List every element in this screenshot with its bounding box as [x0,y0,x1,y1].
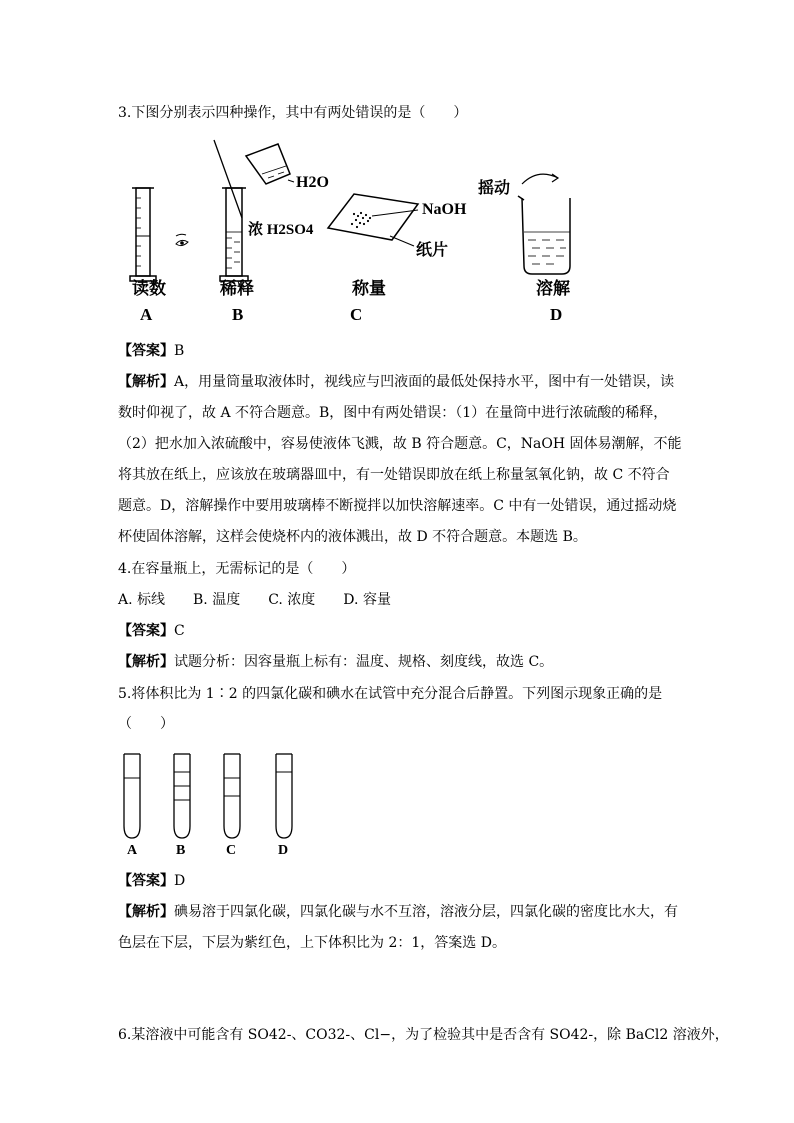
question-6-text: 6.某溶液中可能含有 SO42-、CO32-、Cl−，为了检验其中是否含有 SO42-，除 BaCl2 溶液外， [118,1027,729,1043]
analysis-tag: 【解析】 [118,654,174,670]
lab-operations-figure [118,136,598,326]
tube-label-d: D [278,843,289,858]
answer-tag: 【答案】 [118,623,174,639]
question-5-text: 5.将体积比为 1∶2 的四氯化碳和碘水在试管中充分混合后静置。下列图示现象正确的是 [118,686,663,702]
dissolving-icon [478,174,570,274]
test-tube-d-icon [276,754,292,838]
q3-analysis-line-1: 【解析】A，用量筒量取液体时，视线应与凹液面的最低处保持水平，图中有一处错误，读 [118,374,675,390]
q3-analysis-line-4: 将其放在纸上，应该放在玻璃器皿中，有一处错误即放在纸上称量氢氧化钠，故 C 不符合 [118,467,670,483]
question-4-text: 4.在容量瓶上，无需标记的是（ ） [118,561,356,577]
q5-analysis-line-1: 【解析】碘易溶于四氯化碳，四氯化碳与水不互溶，溶液分层，四氯化碳的密度比水大，有 [118,904,678,920]
answer-value: B [174,343,185,359]
tube-label-b: B [176,843,186,858]
test-tube-c-icon [224,754,240,838]
acid-label: 浓 H2SO4 [248,222,314,238]
letter-b: B [232,305,244,324]
analysis-tag: 【解析】 [118,374,174,390]
test-tube-b-icon [174,754,190,838]
tube-label-a: A [127,843,138,858]
q5-answer [118,871,185,891]
q4-analysis: 【解析】试题分析：因容量瓶上标有：温度、规格、刻度线，故选 C。 [118,654,554,670]
shake-label: 摇动 [478,178,511,197]
water-label: H2O [296,174,329,191]
question-5-text-cont: （ ） [118,716,174,732]
q3-analysis-line-3: （2）把水加入浓硫酸中，容易使液体飞溅，故 B 符合题意。C，NaOH 固体易潮解，不能 [118,436,682,452]
weighing-icon [328,194,467,259]
q4-answer [118,621,185,641]
op-label-a: 读数 [132,279,166,299]
answer-value: D [174,873,186,889]
q3-answer [118,341,184,361]
test-tubes-figure [118,748,318,863]
question-3-text: 3.下图分别表示四种操作，其中有两处错误的是（ ） [118,105,468,121]
q3-analysis-line-2: 数时仰视了，故 A 不符合题意。B，图中有两处错误：（1）在量筒中进行浓硫酸的稀释， [118,405,668,421]
answer-tag: 【答案】 [118,343,174,359]
letter-c: C [350,305,363,324]
op-label-d: 溶解 [536,279,570,299]
answer-tag: 【答案】 [118,873,174,889]
naoh-label: NaOH [422,201,467,218]
op-label-b: 稀释 [220,279,254,299]
cylinder-reading-icon [130,188,188,281]
tube-label-c: C [226,843,237,858]
dilution-icon [214,140,329,281]
letter-d: D [550,305,563,324]
analysis-tag: 【解析】 [118,904,174,920]
q5-analysis-line-2: 色层在下层，下层为紫红色，上下体积比为 2：1，答案选 D。 [118,935,506,951]
answer-value: C [174,623,185,639]
paper-label: 纸片 [416,240,449,259]
q3-analysis-line-6: 杯使固体溶解，这样会使烧杯内的液体溅出，故 D 不符合题意。本题选 B。 [118,529,587,545]
test-tube-a-icon [124,754,140,838]
question-4-options: A. 标线 B. 温度 C. 浓度 D. 容量 [118,592,391,608]
q3-analysis-line-5: 题意。D，溶解操作中要用玻璃棒不断搅拌以加快溶解速率。C 中有一处错误，通过摇动烧 [118,498,677,514]
op-label-c: 称量 [352,279,386,299]
letter-a: A [140,305,153,324]
